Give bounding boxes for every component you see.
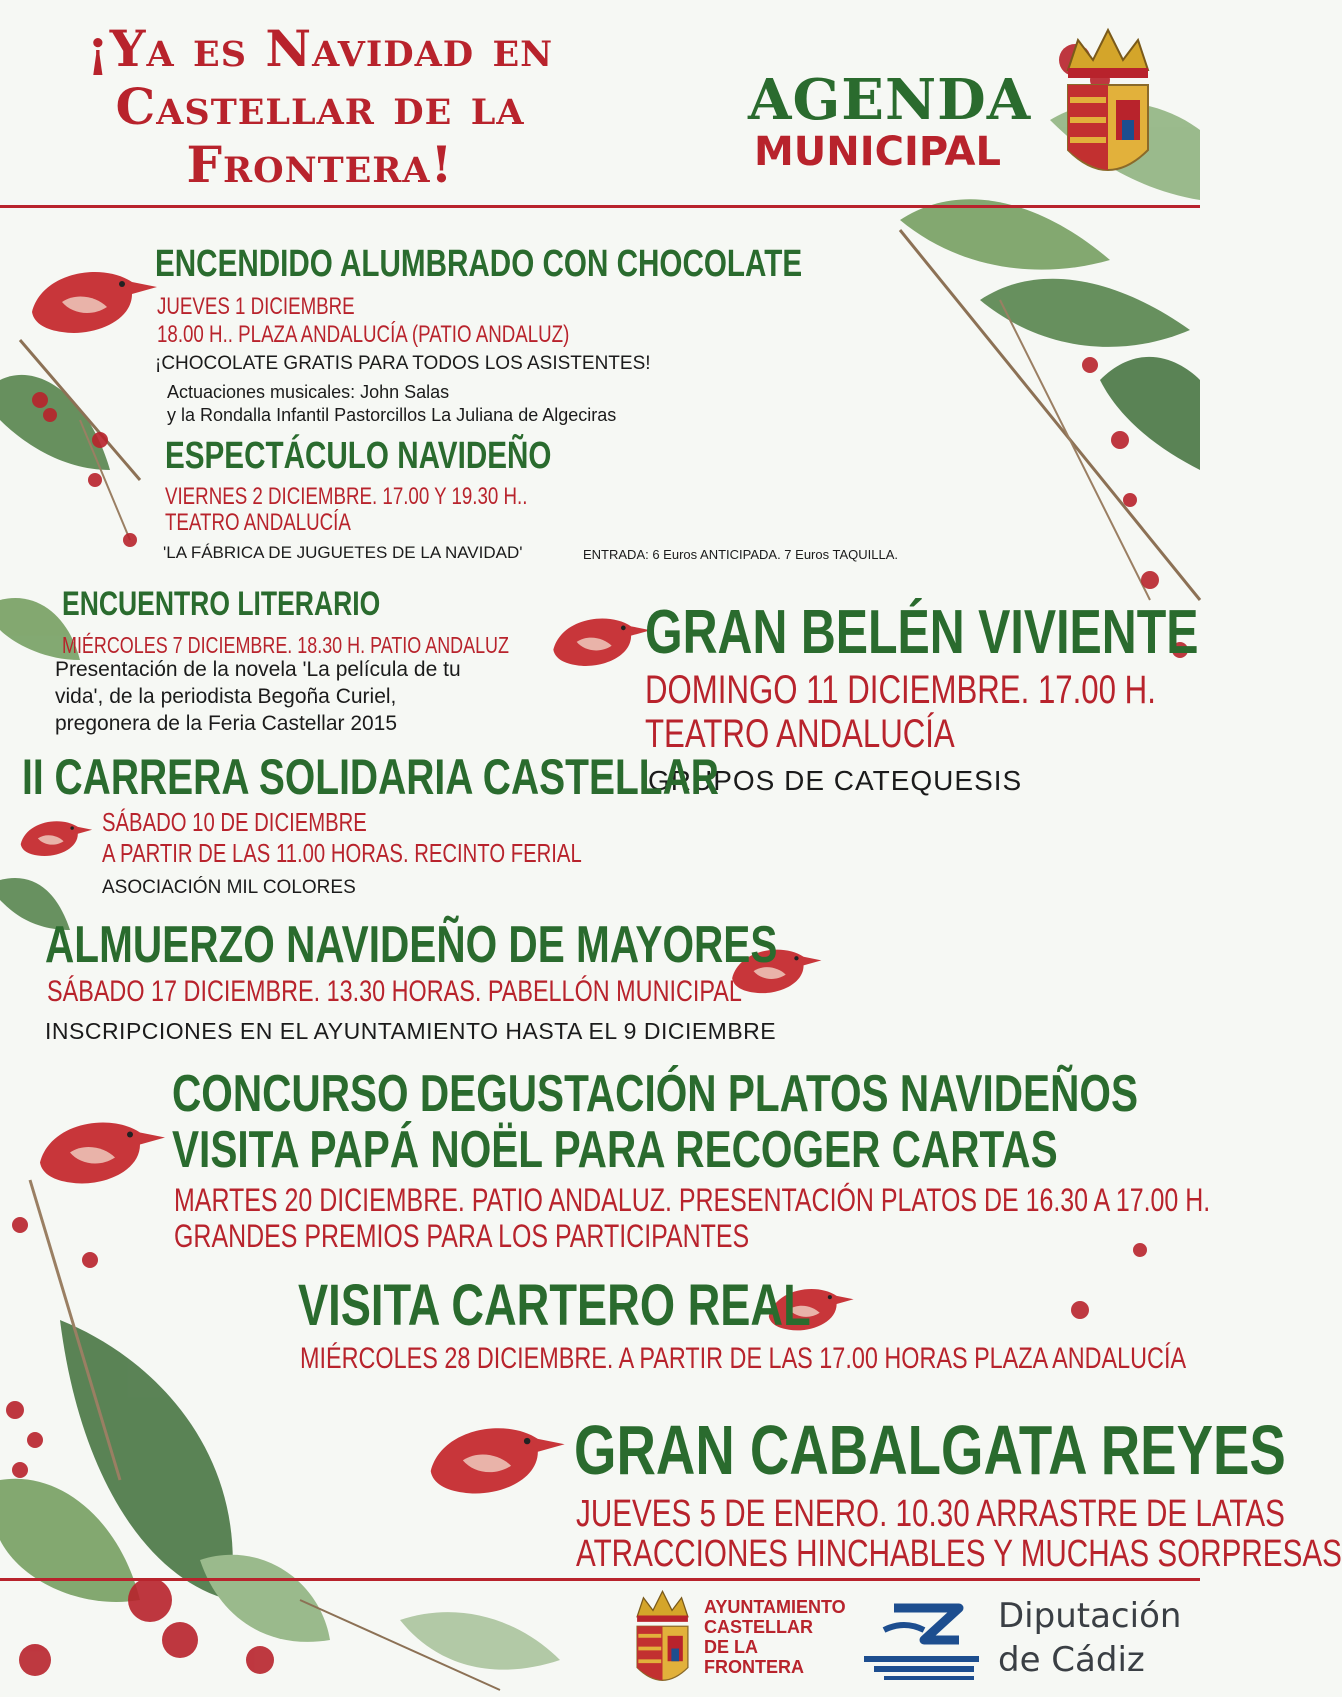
ayuntamiento-logo-text (704, 1597, 846, 1677)
bird-icon (420, 1405, 570, 1505)
event-show-name: 'LA FÁBRICA DE JUGUETES DE LA NAVIDAD' (163, 543, 523, 562)
bird-icon (22, 252, 162, 342)
event-title-cabalgata: GRAN CABALGATA REYES (574, 1411, 1286, 1489)
event-line-1: JUEVES 5 DE ENERO. 10.30 ARRASTRE DE LATAS (576, 1493, 1285, 1535)
event-date: MARTES 20 DICIEMBRE. PATIO ANDALUZ. PRESENTACIÓN PLATOS DE 16.30 A 17.00 H. (174, 1182, 1211, 1218)
event-performers-1: Actuaciones musicales: John Salas (167, 382, 450, 402)
diputacion-line-2: de Cádiz (998, 1640, 1145, 1680)
event-date: DOMINGO 11 DICIEMBRE. 17.00 H. (645, 668, 1156, 712)
header-divider (0, 205, 1200, 208)
ayto-line-1: AYUNTAMIENTO (704, 1597, 846, 1617)
agenda-text: AGENDA (748, 67, 1032, 133)
event-title-almuerzo: ALMUERZO NAVIDEÑO DE MAYORES (45, 916, 778, 974)
event-note: ¡CHOCOLATE GRATIS PARA TODOS LOS ASISTENTES! (155, 353, 651, 374)
event-note: INSCRIPCIONES EN EL AYUNTAMIENTO HASTA EL 9 DICIEMBRE (45, 1018, 777, 1044)
event-time-place: 18.00 H.. PLAZA ANDALUCÍA (PATIO ANDALUZ) (157, 321, 570, 348)
event-title-cartero: VISITA CARTERO REAL (298, 1273, 811, 1338)
diputacion-text (998, 1594, 1181, 1682)
agenda-logo (748, 67, 1048, 175)
ayto-line-4: FRONTERA (704, 1657, 804, 1677)
event-date: JUEVES 1 DICIEMBRE (157, 293, 355, 320)
event-time-place: A PARTIR DE LAS 11.00 HORAS. RECINTO FERIAL (102, 838, 582, 868)
event-organizer: ASOCIACIÓN MIL COLORES (102, 877, 356, 898)
event-title-alumbrado: ENCENDIDO ALUMBRADO CON CHOCOLATE (155, 243, 803, 285)
event-date: MIÉRCOLES 28 DICIEMBRE. A PARTIR DE LAS 17.00 HORAS PLAZA ANDALUCÍA (300, 1342, 1187, 1375)
event-note: GRANDES PREMIOS PARA LOS PARTICIPANTES (174, 1218, 750, 1254)
event-description-3: pregonera de la Feria Castellar 2015 (55, 712, 398, 735)
municipal-text: MUNICIPAL (754, 129, 1001, 175)
coat-of-arms-icon (1058, 20, 1158, 190)
event-title-papa-noel: VISITA PAPÁ NOËL PARA RECOGER CARTAS (172, 1121, 1058, 1179)
event-entry-price: ENTRADA: 6 Euros ANTICIPADA. 7 Euros TAQUILLA. (583, 547, 898, 562)
title-line-3: Frontera! (186, 135, 454, 194)
event-title-literario: ENCUENTRO LITERARIO (62, 585, 381, 623)
event-title-carrera: II CARRERA SOLIDARIA CASTELLAR (22, 749, 719, 805)
event-title-espectaculo: ESPECTÁCULO NAVIDEÑO (165, 435, 552, 477)
event-date: VIERNES 2 DICIEMBRE. 17.00 Y 19.30 H.. (165, 483, 528, 510)
title-line-1: ¡Ya es Navidad en (86, 19, 554, 78)
event-description-1: Presentación de la novela 'La película de tu (55, 658, 461, 681)
footer-divider (0, 1578, 1200, 1581)
event-line-2: ATRACCIONES HINCHABLES Y MUCHAS SORPRESAS (576, 1533, 1342, 1575)
bird-icon (15, 808, 95, 863)
event-place: TEATRO ANDALUCÍA (645, 712, 955, 756)
diputacion-line-1: Diputación (998, 1596, 1182, 1636)
coat-of-arms-footer-icon (630, 1585, 695, 1693)
event-performers-2: y la Rondalla Infantil Pastorcillos La Juliana de Algeciras (167, 405, 617, 425)
event-date: SÁBADO 17 DICIEMBRE. 13.30 HORAS. PABELLÓN MUNICIPAL (47, 975, 742, 1008)
event-place: TEATRO ANDALUCÍA (165, 509, 351, 536)
event-group: GRUPOS DE CATEQUESIS (648, 765, 1023, 796)
event-description-2: vida', de la periodista Begoña Curiel, (55, 685, 397, 708)
bird-icon (30, 1100, 170, 1195)
event-title-belen: GRAN BELÉN VIVIENTE (645, 598, 1199, 667)
ayto-line-3: DE LA (704, 1637, 758, 1657)
page-title (20, 20, 620, 194)
bird-icon (545, 603, 655, 673)
title-line-2: Castellar de la (115, 77, 525, 136)
ayto-line-2: CASTELLAR (704, 1617, 813, 1637)
event-date: MIÉRCOLES 7 DICIEMBRE. 18.30 H. PATIO ANDALUZ (62, 632, 509, 658)
event-date: SÁBADO 10 DE DICIEMBRE (102, 807, 367, 837)
event-title-concurso: CONCURSO DEGUSTACIÓN PLATOS NAVIDEÑOS (172, 1065, 1138, 1123)
diputacion-logo-icon (864, 1600, 979, 1680)
